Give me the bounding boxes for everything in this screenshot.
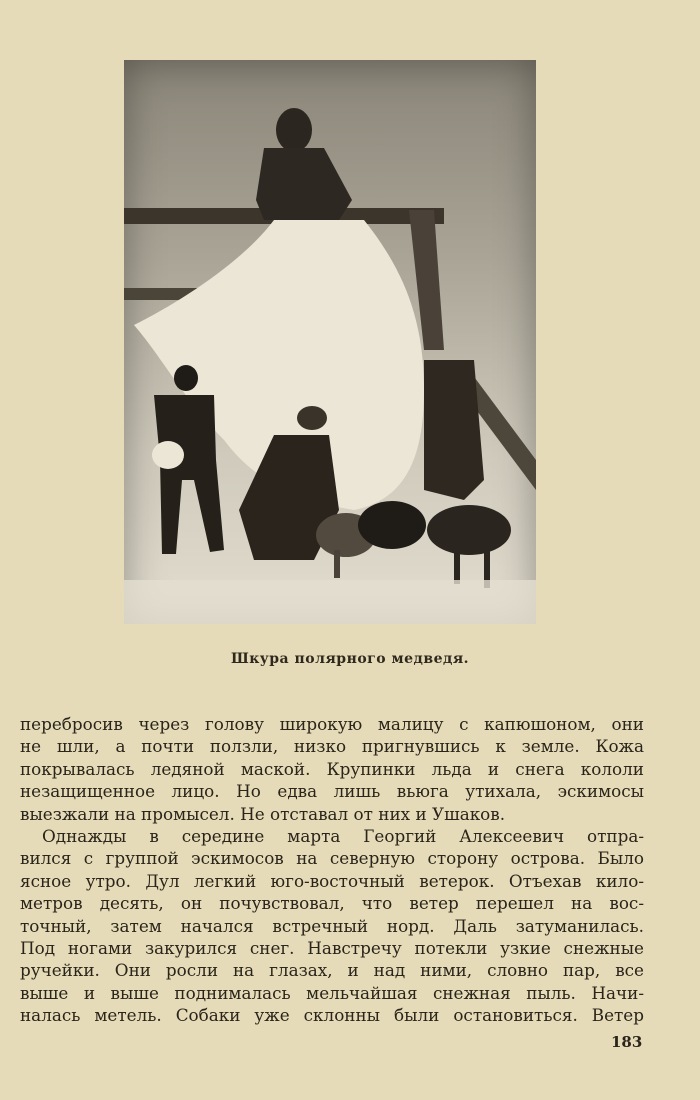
dog-leg: [334, 550, 340, 578]
polar-bear-skin-photo: [124, 60, 536, 624]
person-top-body: [256, 148, 352, 220]
text-line: ручейки. Они росли на глазах, и над ними, словно пар, все: [20, 960, 644, 981]
person-top-head: [276, 108, 312, 152]
photo-illustration: [124, 60, 536, 624]
dog-2: [358, 501, 426, 549]
text-line: Под ногами закурился снег. Навстречу потекли узкие снежные: [20, 937, 644, 958]
page-number: 183: [611, 1033, 643, 1051]
person-right: [424, 360, 484, 500]
text-line: налась метель. Собаки уже склонны были остановиться. Ветер: [20, 1005, 644, 1026]
text-line: вился с группой эскимосов на северную сторону острова. Было: [20, 848, 644, 869]
text-line: перебросив через голову широкую малицу с капюшоном, они: [20, 714, 644, 734]
text-line: выше и выше поднималась мельчайшая снежная пыль. Начи-: [20, 982, 644, 1003]
text-line: выезжали на промысел. Не отставал от них и Ушаков.: [20, 803, 506, 824]
man-head: [297, 406, 327, 430]
text-line: ясное утро. Дул легкий юго-восточный ветерок. Отъехав кило-: [20, 870, 644, 891]
dog-3: [427, 505, 511, 555]
text-line: не шли, а почти ползли, низко пригнувшись к земле. Кожа: [20, 736, 644, 757]
child-head: [174, 365, 198, 391]
text-line: незащищенное лицо. Но едва лишь вьюга утихала, эскимосы: [20, 781, 644, 802]
snow-ground: [124, 580, 536, 624]
text-line: точный, затем начался встречный норд. Даль затуманилась.: [20, 915, 644, 936]
body-text: [20, 713, 644, 1026]
paragraph-start-line: Однажды в середине марта Георгий Алексеевич отпра-: [42, 825, 644, 846]
dog-leg: [454, 550, 460, 584]
child-body: [154, 395, 224, 554]
figure-caption: Шкура полярного медведя.: [230, 651, 470, 667]
puppy-in-arms: [152, 441, 184, 469]
text-line: метров десять, он почувствовал, что ветер перешел на вос-: [20, 893, 644, 914]
text-line: покрывалась ледяной маской. Крупинки льда и снега кололи: [20, 758, 644, 779]
